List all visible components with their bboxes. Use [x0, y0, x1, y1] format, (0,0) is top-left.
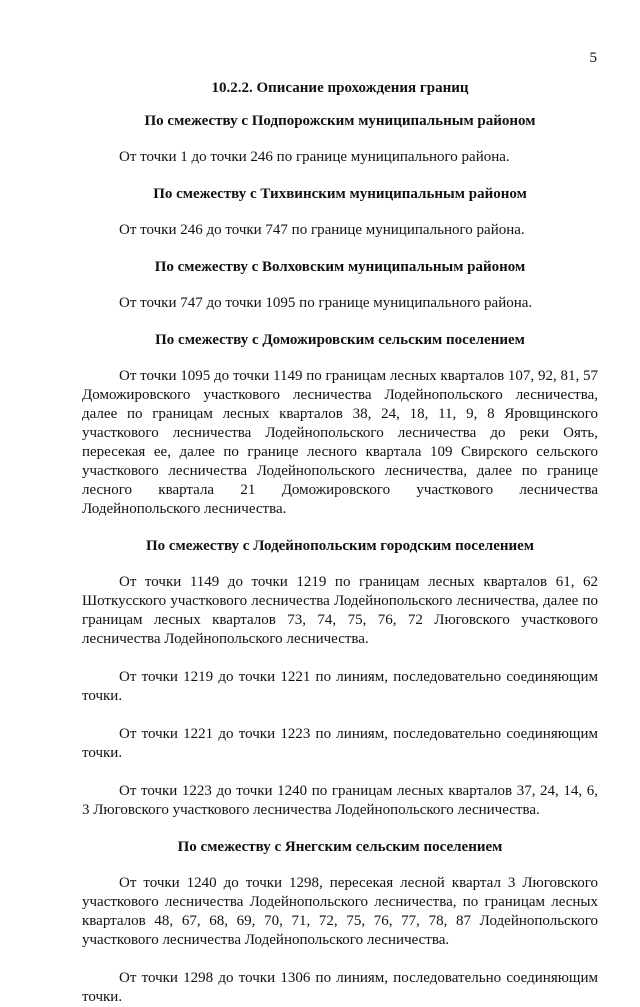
boundary-paragraph: От точки 747 до точки 1095 по границе муниципального района.: [119, 295, 533, 311]
boundary-paragraph: От точки 1240 до точки 1298, пересекая лесной квартал 3 Люговского участкового лесничества Лодейнопольского лесничества, по границам лесных кварталов 48, 67, 68, 69, 70, 71, 72, 75, 76, 77, 78, 87 Лодейнопольского участкового лесничества Лодейнопольского лесничества.: [82, 875, 598, 948]
page-number: 5: [589, 50, 597, 66]
boundary-heading: По смежеству с Доможировским сельским поселением: [155, 332, 525, 348]
boundary-paragraph: От точки 1149 до точки 1219 по границам лесных кварталов 61, 62 Шоткусского участкового лесничества Лодейнопольского лесничества, далее по границам лесных кварталов 73, 74, 75, 76, 72 Люговского участкового лесничества Лодейнопольского лесничества.: [82, 574, 598, 647]
document-body: [82, 78, 598, 1007]
boundary-paragraph: От точки 1298 до точки 1306 по линиям, последовательно соединяющим точки.: [82, 970, 598, 1005]
boundary-paragraph: От точки 1 до точки 246 по границе муниципального района.: [119, 149, 510, 165]
boundary-heading: По смежеству с Волховским муниципальным районом: [154, 259, 526, 275]
boundary-paragraph: От точки 1219 до точки 1221 по линиям, последовательно соединяющим точки.: [82, 669, 598, 704]
boundary-heading: По смежеству с Подпорожским муниципальным районом: [144, 113, 536, 129]
boundary-paragraph: От точки 1221 до точки 1223 по линиям, последовательно соединяющим точки.: [82, 726, 598, 761]
boundary-heading: По смежеству с Тихвинским муниципальным районом: [153, 186, 527, 202]
section-title: 10.2.2. Описание прохождения границ: [211, 80, 469, 96]
boundary-heading: По смежеству с Янегским сельским поселением: [177, 839, 503, 855]
boundary-paragraph: От точки 246 до точки 747 по границе муниципального района.: [119, 222, 525, 238]
boundary-heading: По смежеству с Лодейнопольским городским поселением: [145, 538, 535, 554]
boundary-paragraph: От точки 1095 до точки 1149 по границам лесных кварталов 107, 92, 81, 57 Доможировского участкового лесничества Лодейнопольского лесничества, далее по границам лесных кварталов 38, 24, 18, 11, 9, 8 Яровщинского участкового лесничества Лодейнопольского лесничества до реки Оять, пересекая ее, далее по границе лесного квартала 109 Свирского сельского участкового лесничества Лодейнопольского лесничества, далее по границе лесного квартала 21 Доможировского участкового лесничества Лодейнопольского лесничества.: [82, 368, 598, 517]
boundary-paragraph: От точки 1223 до точки 1240 по границам лесных кварталов 37, 24, 14, 6, 3 Люговского участкового лесничества Лодейнопольского лесничества.: [82, 783, 598, 818]
